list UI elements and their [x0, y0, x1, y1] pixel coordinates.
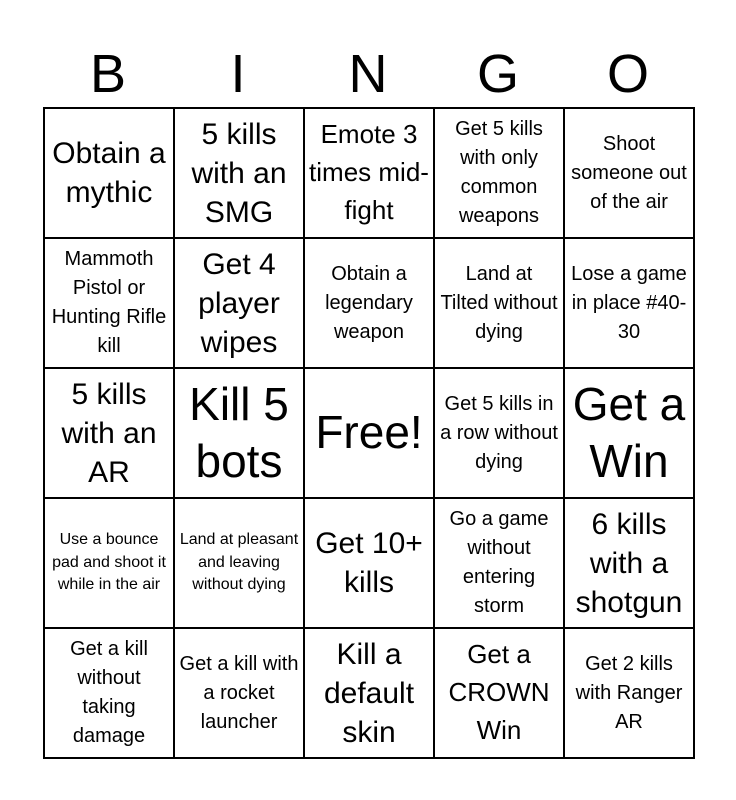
- bingo-cell-b1[interactable]: [44, 108, 174, 238]
- cell-text: Obtain a mythic: [52, 137, 166, 209]
- bingo-cell-i1[interactable]: [174, 108, 304, 238]
- bingo-cell-g1[interactable]: [434, 108, 564, 238]
- cell-text: Get a kill without taking damage: [70, 638, 148, 747]
- bingo-cell-g2[interactable]: [434, 238, 564, 368]
- bingo-board: [43, 107, 695, 759]
- bingo-cell-b3[interactable]: [44, 368, 174, 498]
- cell-text: Free!: [315, 406, 423, 459]
- header-letter-i: I: [230, 44, 246, 104]
- bingo-cell-g3[interactable]: [434, 368, 564, 498]
- header-letter-b: B: [89, 44, 127, 104]
- cell-text: Get 2 kills with Ranger AR: [575, 652, 683, 733]
- bingo-cell-o2[interactable]: [564, 238, 694, 368]
- bingo-cell-n2[interactable]: [304, 238, 434, 368]
- cell-text: 5 kills with an SMG: [191, 117, 287, 229]
- bingo-cell-g4[interactable]: [434, 498, 564, 628]
- cell-text: Get a CROWN Win: [448, 639, 550, 745]
- cell-text: Kill 5 bots: [189, 377, 289, 487]
- bingo-cell-free[interactable]: [304, 368, 434, 498]
- bingo-cell-o3[interactable]: [564, 368, 694, 498]
- cell-text: Kill a default skin: [323, 637, 415, 749]
- cell-text: Lose a game in place #40-30: [571, 262, 687, 343]
- cell-text: Get a Win: [572, 377, 686, 487]
- cell-text: Get 10+ kills: [315, 527, 423, 599]
- cell-text: Land at pleasant and leaving without dying: [179, 531, 299, 594]
- header-letter-n: N: [348, 44, 388, 104]
- bingo-cell-i2[interactable]: [174, 238, 304, 368]
- bingo-cell-b4[interactable]: [44, 498, 174, 628]
- cell-text: Shoot someone out of the air: [571, 132, 687, 213]
- cell-text: Use a bounce pad and shoot it while in the air: [52, 531, 166, 594]
- bingo-cell-n5[interactable]: [304, 628, 434, 758]
- cell-text: Obtain a legendary weapon: [325, 262, 413, 343]
- cell-text: Get 5 kills in a row without dying: [440, 392, 558, 473]
- bingo-cell-b5[interactable]: [44, 628, 174, 758]
- cell-text: Get 4 player wipes: [198, 247, 280, 359]
- cell-text: Get 5 kills with only common weapons: [455, 118, 543, 227]
- cell-text: Mammoth Pistol or Hunting Rifle kill: [51, 248, 167, 357]
- bingo-cell-o5[interactable]: [564, 628, 694, 758]
- bingo-cell-g5[interactable]: [434, 628, 564, 758]
- bingo-cell-o1[interactable]: [564, 108, 694, 238]
- bingo-cell-b2[interactable]: [44, 238, 174, 368]
- bingo-cell-i3[interactable]: [174, 368, 304, 498]
- cell-text: Get a kill with a rocket launcher: [179, 652, 299, 733]
- cell-text: 5 kills with an AR: [61, 377, 157, 489]
- bingo-cell-n1[interactable]: [304, 108, 434, 238]
- header-letter-o: O: [606, 44, 649, 104]
- cell-text: 6 kills with a shotgun: [575, 507, 683, 619]
- cell-text: Emote 3 times mid-fight: [309, 119, 429, 225]
- bingo-cell-o4[interactable]: [564, 498, 694, 628]
- bingo-cell-i5[interactable]: [174, 628, 304, 758]
- bingo-cell-i4[interactable]: [174, 498, 304, 628]
- cell-text: Land at Tilted without dying: [440, 262, 558, 343]
- cell-text: Go a game without entering storm: [449, 508, 549, 617]
- bingo-cell-n4[interactable]: [304, 498, 434, 628]
- header-letter-g: G: [476, 44, 519, 104]
- bingo-header: [43, 40, 693, 108]
